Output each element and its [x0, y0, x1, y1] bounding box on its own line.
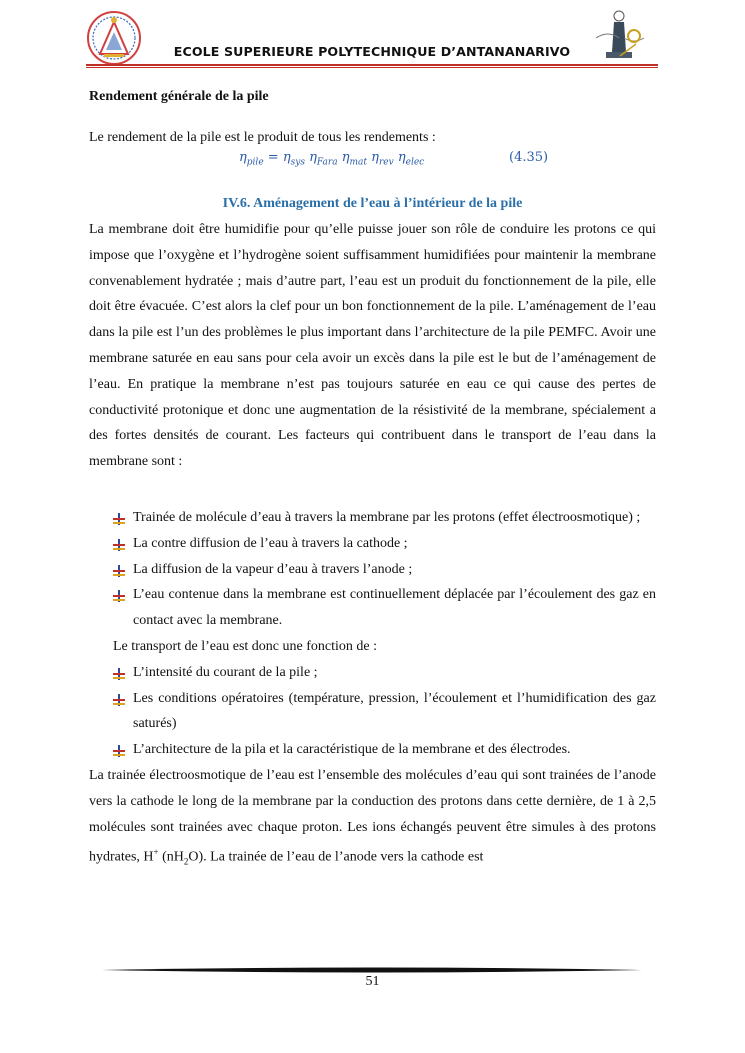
subsection-heading: Rendement générale de la pile — [89, 89, 269, 104]
list-item: Trainée de molécule d’eau à travers la membrane par les protons (effet électroosmotique) ; — [113, 505, 656, 531]
equation-4-35 — [89, 150, 656, 174]
paragraph: La trainée électroosmotique de l’eau est l’ensemble des molécules d’eau qui sont trainées de l’anode vers la cathode le long de la membrane par la conduction des protons dans cette dernière, de 1 à 2,5 molécules sont trainées avec chaque proton. Les ions échangés peuvent être simules à des protons hydrates, H+ $(nH_2O)$. La trainée de l’eau de l’anode vers la cathode est — [89, 767, 656, 867]
bullet-icon — [113, 513, 125, 525]
page-number: 51 — [365, 974, 380, 989]
list-item: Les conditions opératoires (température, pression, l’écoulement et l’humidification des gaz saturés) — [113, 686, 656, 738]
list-item: L’architecture de la pila et la caractéristique de la membrane et des électrodes. — [113, 737, 656, 763]
bullet-icon — [113, 745, 125, 757]
bullet-icon — [113, 668, 125, 680]
bullet-icon — [113, 590, 125, 602]
section-heading: IV.6. Aménagement de l’eau à l’intérieur de la pile — [222, 196, 523, 211]
header-rule-thin — [86, 67, 658, 68]
header-title: ECOLE SUPERIEURE POLYTECHNIQUE D’ANTANANARIVO — [173, 44, 571, 59]
factors-list — [113, 505, 656, 634]
bullet-icon — [113, 694, 125, 706]
conditions-list — [113, 660, 656, 763]
equation-formula: $\eta_{pile} = \eta_{sys}$ $\eta_{Fara}$ $\eta_{mat}$ $\eta_{rev}$ $\eta_{elec}$ — [239, 150, 425, 168]
header-rule — [86, 64, 658, 66]
bullet-icon — [113, 539, 125, 551]
list-item: L’intensité du courant de la pile ; — [113, 660, 656, 686]
bullet-icon — [113, 565, 125, 577]
page-header — [86, 8, 658, 70]
transport-intro: Le transport de l’eau est donc une fonction de : — [113, 638, 377, 654]
equation-number: (4.35) — [509, 150, 549, 165]
list-item: L’eau contenue dans la membrane est continuellement déplacée par l’écoulement des gaz en contact avec la membrane. — [113, 582, 656, 634]
department-logo-icon — [590, 8, 648, 66]
list-item: La diffusion de la vapeur d’eau à travers l’anode ; — [113, 557, 656, 583]
list-item: La contre diffusion de l’eau à travers la cathode ; — [113, 531, 656, 557]
page-content — [89, 84, 656, 876]
footer-divider — [102, 966, 642, 974]
paragraph: La membrane doit être humidifie pour qu’elle puisse jouer son rôle de conduire les protons ce qui impose que l’oxygène et l’hydrogène soient suffisamment humidifiées pour maintenir la membrane convenablement hydratée ; mais d’autre part, l’eau est un produit du fonctionnement de la pile, elle doit être évacuée. C’est alors la clef pour un bon fonctionnement de la pile. L’aménagement de l’eau dans la pile est l’un des problèmes le plus important dans l’architecture de la pile PEMFC. Avoir une membrane saturée en eau sans pour cela avoir un excès dans la pile est le but de l’aménagement de l’eau. En pratique la membrane n’est pas toujours saturée en eau ce qui cause des pertes de conductivité protonique et donc une augmentation de la résistivité de la membrane, spécialement a des fortes densités de courant. Les facteurs qui contribuent dans le transport de l’eau dans la membrane sont : — [89, 222, 656, 470]
intro-text: Le rendement de la pile est le produit de tous les rendements : — [89, 130, 436, 145]
